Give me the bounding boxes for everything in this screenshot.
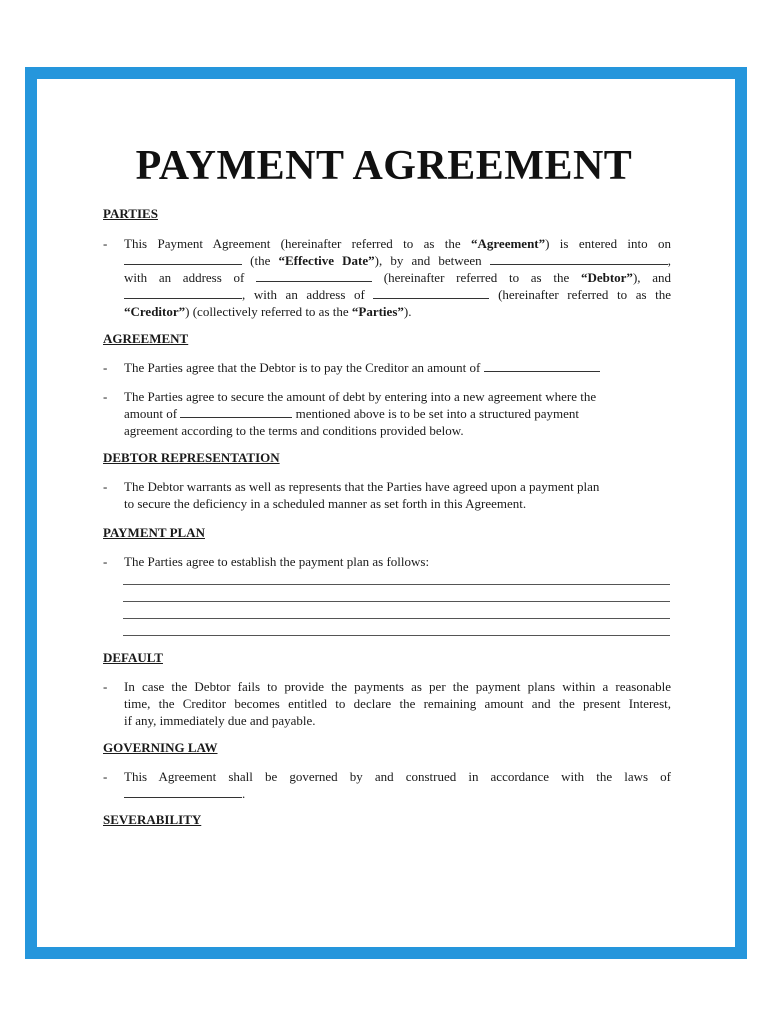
bullet-dash: -	[103, 769, 108, 784]
blank-field[interactable]	[373, 286, 489, 299]
payment-plan-line[interactable]	[123, 601, 670, 602]
text-line: “Creditor”) (collectively referred to as the “Parties”).	[124, 304, 412, 319]
blank-field[interactable]	[180, 405, 292, 418]
payment-plan-line[interactable]	[123, 635, 670, 636]
text-line: In case the Debtor fails to provide the payments as per the payment plans within a reasonable	[124, 679, 671, 694]
section-default	[103, 650, 671, 729]
section-heading: AGREEMENT	[103, 331, 189, 346]
bullet-dash: -	[103, 360, 108, 375]
blank-field[interactable]	[124, 785, 242, 798]
bullet-dash: -	[103, 236, 108, 251]
blank-field[interactable]	[256, 269, 372, 282]
section-governing-law	[103, 740, 671, 802]
section-heading: GOVERNING LAW	[103, 740, 218, 755]
section-heading: DEFAULT	[103, 650, 163, 665]
text-line: .	[124, 785, 671, 802]
section-parties	[103, 206, 671, 320]
section-payment-plan	[103, 525, 671, 570]
section-heading: PARTIES	[103, 206, 158, 221]
section-severability	[103, 812, 671, 828]
list-item	[103, 553, 671, 570]
blank-field[interactable]	[484, 359, 600, 372]
list-item	[103, 359, 671, 376]
text-line: if any, immediately due and payable.	[124, 713, 316, 728]
blank-field[interactable]	[124, 252, 242, 265]
blank-field[interactable]	[124, 286, 242, 299]
text-line: agreement according to the terms and conditions provided below.	[124, 423, 464, 438]
list-item	[103, 768, 671, 802]
bullet-dash: -	[103, 679, 108, 694]
text-line: (the “Effective Date”), by and between ,	[124, 252, 671, 269]
list-item	[103, 478, 671, 512]
text-line: This Payment Agreement (hereinafter referred to as the “Agreement”) is entered into on	[124, 236, 671, 251]
section-heading: PAYMENT PLAN	[103, 525, 205, 540]
document-title: PAYMENT AGREEMENT	[135, 143, 633, 189]
text-line: This Agreement shall be governed by and construed in accordance with the laws of	[124, 769, 671, 784]
text-line: with an address of (hereinafter referred to as the “Debtor”), and	[124, 270, 672, 285]
bullet-dash: -	[103, 554, 108, 569]
text-line: The Debtor warrants as well as represents that the Parties have agreed upon a payment plan	[124, 479, 600, 494]
payment-plan-line[interactable]	[123, 584, 670, 585]
text-line: amount of mentioned above is to be set into a structured payment	[124, 406, 579, 421]
blank-field[interactable]	[490, 252, 668, 265]
text-line: The Parties agree to secure the amount of debt by entering into a new agreement where the	[124, 389, 597, 404]
list-item	[103, 235, 671, 320]
text-line: time, the Creditor becomes entitled to declare the remaining amount and the present Interest,	[124, 696, 671, 711]
text-line: , with an address of (hereinafter referred to as the	[124, 286, 671, 303]
list-item	[103, 388, 671, 439]
section-debtor-representation	[103, 450, 671, 512]
list-item	[103, 678, 671, 729]
text-line: The Parties agree to establish the payment plan as follows:	[124, 554, 430, 569]
section-heading: SEVERABILITY	[103, 812, 202, 827]
section-agreement	[103, 331, 671, 439]
text-line: The Parties agree that the Debtor is to pay the Creditor an amount of	[124, 359, 671, 376]
payment-plan-line[interactable]	[123, 618, 670, 619]
text-line: to secure the deficiency in a scheduled manner as set forth in this Agreement.	[124, 496, 527, 511]
bullet-dash: -	[103, 389, 108, 404]
section-heading: DEBTOR REPRESENTATION	[103, 450, 280, 465]
bullet-dash: -	[103, 479, 108, 494]
